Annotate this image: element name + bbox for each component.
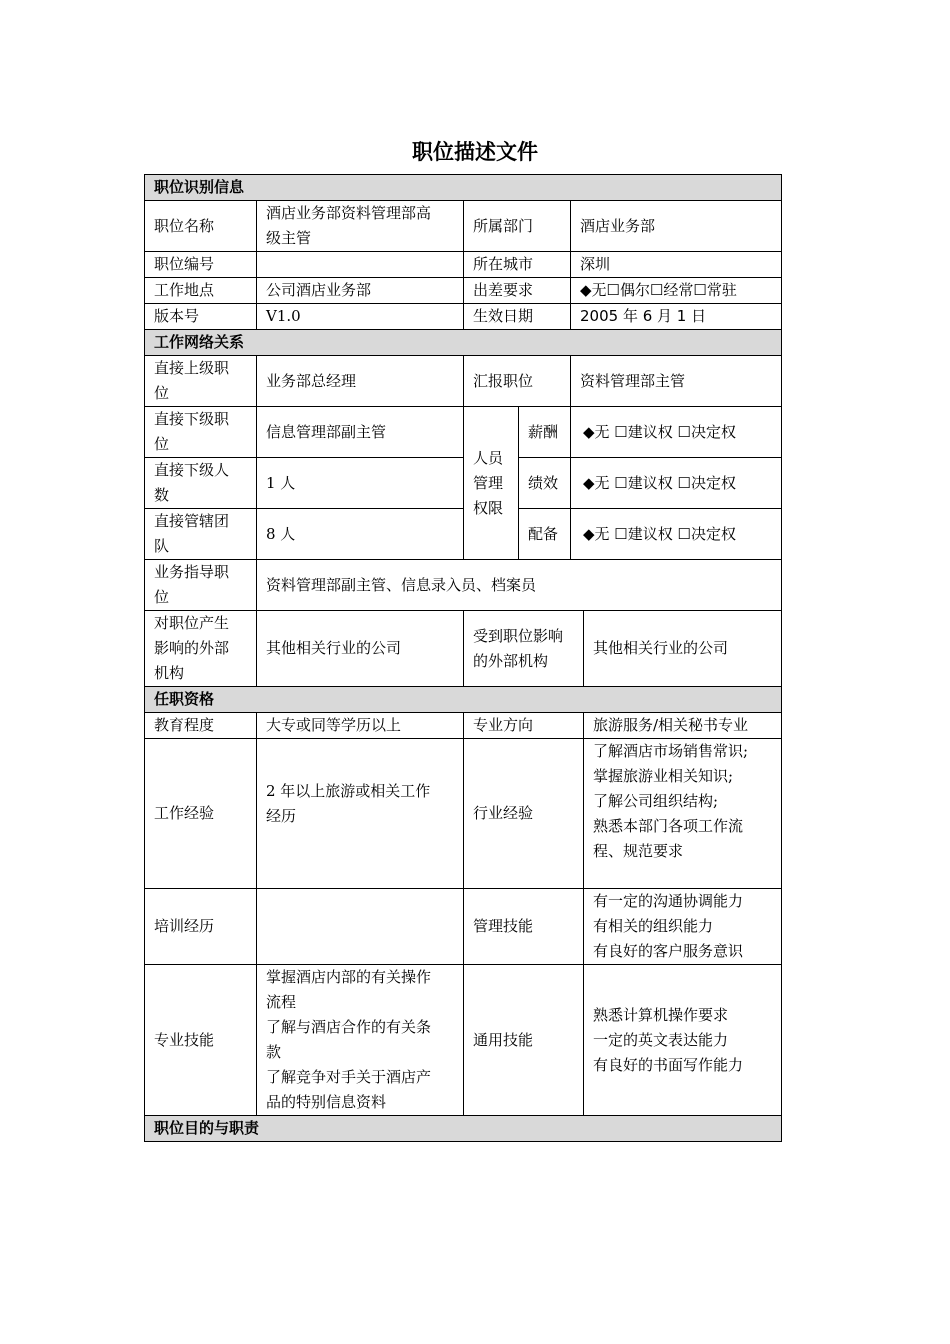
- document-title: 职位描述文件: [412, 140, 538, 164]
- major-label: 专业方向: [464, 713, 584, 739]
- professional-skills-value: 掌握酒店内部的有关操作 流程 了解与酒店合作的有关条 款 了解竞争对手关于酒店产 品的特别信息资料: [257, 965, 464, 1116]
- report-value: 资料管理部主管: [571, 356, 782, 407]
- education-value: 大专或同等学历以上: [257, 713, 464, 739]
- business-guidance-label: 业务指导职 位: [145, 560, 257, 611]
- superior-value: 业务部总经理: [257, 356, 464, 407]
- external-affect-value: 其他相关行业的公司: [257, 611, 464, 687]
- version-label: 版本号: [145, 304, 257, 330]
- staffing-authority: ◆无 ☐建议权 ☐决定权: [571, 509, 782, 560]
- section-qualification-header: 任职资格: [145, 687, 782, 713]
- general-skills-value: 熟悉计算机操作要求 一定的英文表达能力 有良好的书面写作能力: [584, 965, 782, 1116]
- travel-value: ◆无☐偶尔☐经常☐常驻: [571, 278, 782, 304]
- team-label: 直接管辖团 队: [145, 509, 257, 560]
- position-code-value: [257, 252, 464, 278]
- travel-label: 出差要求: [464, 278, 571, 304]
- performance-label: 绩效: [519, 458, 571, 509]
- management-skills-label: 管理技能: [464, 889, 584, 965]
- training-label: 培训经历: [145, 889, 257, 965]
- work-location-label: 工作地点: [145, 278, 257, 304]
- salary-label: 薪酬: [519, 407, 571, 458]
- effective-date-label: 生效日期: [464, 304, 571, 330]
- section-network-header: 工作网络关系: [145, 330, 782, 356]
- team-value: 8 人: [257, 509, 464, 560]
- external-affected-value: 其他相关行业的公司: [584, 611, 782, 687]
- industry-experience-label: 行业经验: [464, 739, 584, 889]
- position-name-value: 酒店业务部资料管理部高 级主管: [257, 201, 464, 252]
- work-experience-value: 2 年以上旅游或相关工作 经历: [257, 739, 464, 889]
- professional-skills-label: 专业技能: [145, 965, 257, 1116]
- staffing-label: 配备: [519, 509, 571, 560]
- effective-date-value: 2005 年 6 月 1 日: [571, 304, 782, 330]
- subordinate-position-value: 信息管理部副主管: [257, 407, 464, 458]
- external-affect-label: 对职位产生 影响的外部 机构: [145, 611, 257, 687]
- subordinate-position-label: 直接下级职 位: [145, 407, 257, 458]
- education-label: 教育程度: [145, 713, 257, 739]
- job-description-table: [144, 174, 782, 1142]
- department-label: 所属部门: [464, 201, 571, 252]
- training-value: [257, 889, 464, 965]
- general-skills-label: 通用技能: [464, 965, 584, 1116]
- subordinate-count-value: 1 人: [257, 458, 464, 509]
- salary-authority: ◆无 ☐建议权 ☐决定权: [571, 407, 782, 458]
- performance-authority: ◆无 ☐建议权 ☐决定权: [571, 458, 782, 509]
- business-guidance-value: 资料管理部副主管、信息录入员、档案员: [257, 560, 782, 611]
- version-value: V1.0: [257, 304, 464, 330]
- work-experience-label: 工作经验: [145, 739, 257, 889]
- management-skills-value: 有一定的沟通协调能力 有相关的组织能力 有良好的客户服务意识: [584, 889, 782, 965]
- section-identity-header: 职位识别信息: [145, 175, 782, 201]
- city-value: 深圳: [571, 252, 782, 278]
- department-value: 酒店业务部: [571, 201, 782, 252]
- external-affected-label: 受到职位影响 的外部机构: [464, 611, 584, 687]
- report-label: 汇报职位: [464, 356, 571, 407]
- position-code-label: 职位编号: [145, 252, 257, 278]
- city-label: 所在城市: [464, 252, 571, 278]
- industry-experience-value: 了解酒店市场销售常识; 掌握旅游业相关知识; 了解公司组织结构; 熟悉本部门各项工作流 程、规范要求: [584, 739, 782, 889]
- personnel-authority-label: 人员 管理 权限: [464, 407, 519, 560]
- subordinate-count-label: 直接下级人 数: [145, 458, 257, 509]
- section-purpose-header: 职位目的与职责: [145, 1116, 782, 1142]
- position-name-label: 职位名称: [145, 201, 257, 252]
- work-location-value: 公司酒店业务部: [257, 278, 464, 304]
- superior-label: 直接上级职 位: [145, 356, 257, 407]
- major-value: 旅游服务/相关秘书专业: [584, 713, 782, 739]
